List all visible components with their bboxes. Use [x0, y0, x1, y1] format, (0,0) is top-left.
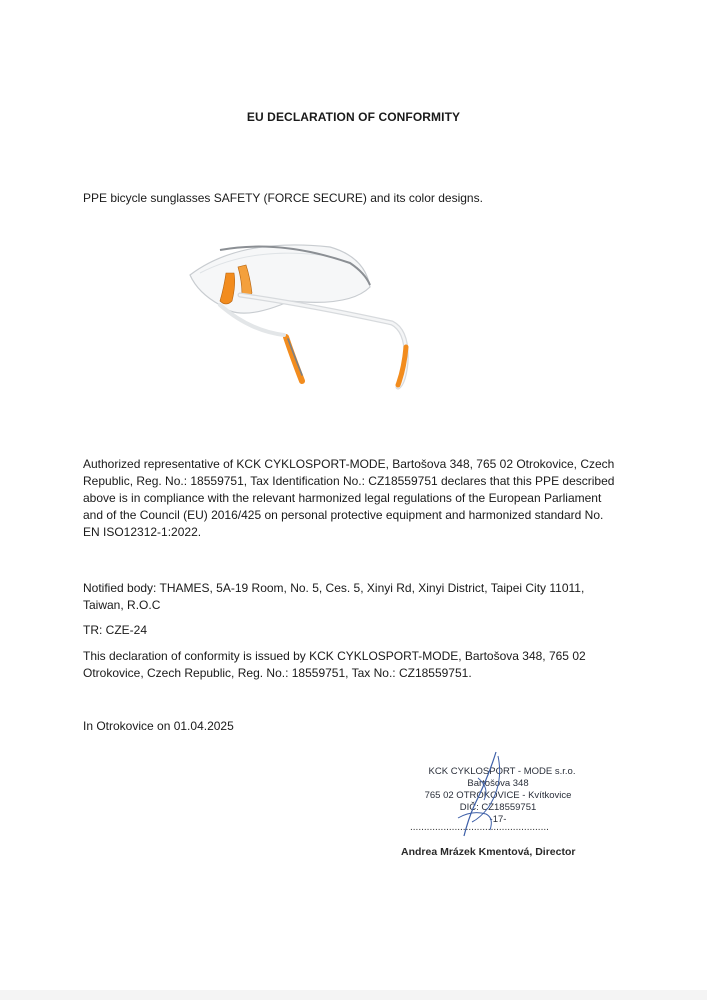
signer-name: Andrea Mrázek Kmentová, Director	[401, 846, 576, 858]
tr-number: TR: CZE-24	[83, 623, 148, 637]
place-and-date: In Otrokovice on 01.04.2025	[83, 719, 234, 733]
stamp-company: KCK CYKLOSPORT - MODE s.r.o.	[428, 766, 576, 777]
product-line: PPE bicycle sunglasses SAFETY (FORCE SECURE) and its color designs.	[83, 191, 483, 205]
page-bottom-edge	[0, 990, 707, 1000]
signature-dotted-line: ..................................................	[410, 822, 549, 833]
stamp-city: 765 02 OTROKOVICE - Kvítkovice	[424, 790, 572, 801]
authorization-paragraph: Authorized representative of KCK CYKLOSPORT-MODE, Bartošova 348, 765 02 Otrokovice, Czech Republic, Reg. No.: 18559751, Tax Identification No.: CZ18559751 declares that this PPE described above is in compliance with the relevant harmonized legal regulations of the European Parliament and of the Council (EU) 2016/425 on personal protective equipment and harmonized standard No. EN ISO12312-1:2022.	[83, 457, 615, 539]
stamp-tax-id: DIČ: CZ18559751	[459, 802, 537, 813]
document-title: EU DECLARATION OF CONFORMITY	[246, 110, 461, 124]
notified-body-paragraph: Notified body: THAMES, 5A-19 Room, No. 5, Ces. 5, Xinyi Rd, Xinyi District, Taipei City 11011, Taiwan, R.O.C	[83, 581, 585, 612]
issued-by-paragraph: This declaration of conformity is issued by KCK CYKLOSPORT-MODE, Bartošova 348, 765 02 Otrokovice, Czech Republic, Reg. No.: 18559751, Tax No.: CZ18559751.	[83, 649, 586, 680]
stamp-mark: -17-	[489, 814, 507, 825]
stamp-street: Bartošova 348	[467, 778, 529, 789]
safety-glasses-photo	[180, 235, 420, 395]
